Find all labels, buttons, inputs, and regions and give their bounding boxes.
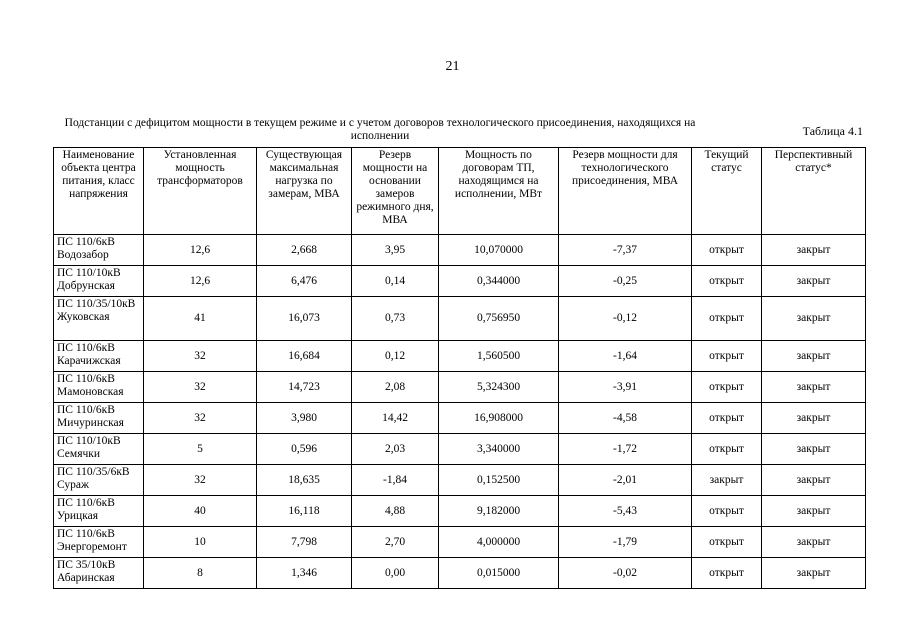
table-row [54, 235, 866, 266]
cell-future-status: закрыт [762, 527, 866, 558]
cell-name: ПС 110/35/6кВ Сураж [54, 465, 144, 496]
cell-installed: 32 [144, 372, 257, 403]
cell-load: 6,476 [257, 266, 352, 297]
cell-future-status: закрыт [762, 266, 866, 297]
cell-contracts: 5,324300 [439, 372, 559, 403]
cell-tp-reserve: -1,64 [559, 341, 692, 372]
cell-future-status: закрыт [762, 496, 866, 527]
cell-load: 16,073 [257, 297, 352, 341]
cell-name: ПС 110/6кВ Энергоремонт [54, 527, 144, 558]
cell-contracts: 4,000000 [439, 527, 559, 558]
cell-name: ПС 110/6кВ Мамоновская [54, 372, 144, 403]
table-row [54, 266, 866, 297]
page-number: 21 [445, 59, 460, 74]
cell-reserve: 4,88 [352, 496, 439, 527]
cell-name: ПС 110/6кВ Урицкая [54, 496, 144, 527]
cell-load: 1,346 [257, 558, 352, 589]
cell-future-status: закрыт [762, 403, 866, 434]
cell-future-status: закрыт [762, 297, 866, 341]
cell-name: ПС 110/10кВ Семячки [54, 434, 144, 465]
table-row [54, 465, 866, 496]
cell-tp-reserve: -5,43 [559, 496, 692, 527]
cell-name: ПС 110/10кВ Добрунская [54, 266, 144, 297]
cell-installed: 12,6 [144, 235, 257, 266]
table-header-row [54, 148, 866, 235]
cell-contracts: 0,152500 [439, 465, 559, 496]
cell-status: открыт [692, 434, 762, 465]
cell-installed: 32 [144, 341, 257, 372]
cell-future-status: закрыт [762, 372, 866, 403]
column-header-reserve: Резерв мощности на основании замеров режимного дня, МВА [352, 148, 439, 235]
column-header-status: Текущий статус [692, 148, 762, 235]
cell-contracts: 1,560500 [439, 341, 559, 372]
cell-tp-reserve: -1,79 [559, 527, 692, 558]
column-header-installed: Установленная мощность трансформаторов [144, 148, 257, 235]
cell-tp-reserve: -0,12 [559, 297, 692, 341]
cell-future-status: закрыт [762, 558, 866, 589]
cell-installed: 32 [144, 403, 257, 434]
cell-contracts: 9,182000 [439, 496, 559, 527]
cell-tp-reserve: -1,72 [559, 434, 692, 465]
cell-reserve: -1,84 [352, 465, 439, 496]
cell-contracts: 0,756950 [439, 297, 559, 341]
table-body [54, 235, 866, 589]
table-row [54, 558, 866, 589]
cell-load: 14,723 [257, 372, 352, 403]
cell-reserve: 3,95 [352, 235, 439, 266]
cell-status: открыт [692, 297, 762, 341]
cell-load: 18,635 [257, 465, 352, 496]
cell-load: 2,668 [257, 235, 352, 266]
table-row [54, 403, 866, 434]
cell-status: открыт [692, 558, 762, 589]
cell-reserve: 0,73 [352, 297, 439, 341]
cell-reserve: 0,14 [352, 266, 439, 297]
cell-status: закрыт [692, 465, 762, 496]
column-header-contracts: Мощность по договорам ТП, находящимся на исполнении, МВт [439, 148, 559, 235]
cell-installed: 8 [144, 558, 257, 589]
cell-installed: 10 [144, 527, 257, 558]
column-header-tp-reserve: Резерв мощности для технологического присоединения, МВА [559, 148, 692, 235]
cell-tp-reserve: -0,02 [559, 558, 692, 589]
table-row [54, 372, 866, 403]
cell-installed: 5 [144, 434, 257, 465]
substations-table [53, 147, 866, 589]
cell-tp-reserve: -4,58 [559, 403, 692, 434]
cell-tp-reserve: -3,91 [559, 372, 692, 403]
cell-name: ПС 110/35/10кВ Жуковская [54, 297, 144, 341]
cell-contracts: 0,344000 [439, 266, 559, 297]
cell-future-status: закрыт [762, 235, 866, 266]
cell-status: открыт [692, 527, 762, 558]
cell-name: ПС 110/6кВ Водозабор [54, 235, 144, 266]
cell-installed: 41 [144, 297, 257, 341]
cell-future-status: закрыт [762, 465, 866, 496]
cell-future-status: закрыт [762, 341, 866, 372]
cell-reserve: 2,70 [352, 527, 439, 558]
table-caption: Подстанции с дефицитом мощности в текущем режиме и с учетом договоров технологического присоединения, находящихся на исполнении [64, 117, 696, 142]
table-row [54, 341, 866, 372]
cell-contracts: 16,908000 [439, 403, 559, 434]
cell-contracts: 10,070000 [439, 235, 559, 266]
cell-load: 16,118 [257, 496, 352, 527]
cell-tp-reserve: -0,25 [559, 266, 692, 297]
cell-contracts: 3,340000 [439, 434, 559, 465]
cell-future-status: закрыт [762, 434, 866, 465]
cell-status: открыт [692, 403, 762, 434]
cell-reserve: 2,08 [352, 372, 439, 403]
cell-name: ПС 110/6кВ Карачижская [54, 341, 144, 372]
cell-reserve: 14,42 [352, 403, 439, 434]
cell-reserve: 0,12 [352, 341, 439, 372]
cell-status: открыт [692, 372, 762, 403]
table-row [54, 434, 866, 465]
cell-load: 0,596 [257, 434, 352, 465]
cell-installed: 32 [144, 465, 257, 496]
table-row [54, 297, 866, 341]
cell-contracts: 0,015000 [439, 558, 559, 589]
column-header-load: Существующая максимальная нагрузка по замерам, МВА [257, 148, 352, 235]
cell-load: 7,798 [257, 527, 352, 558]
cell-load: 3,980 [257, 403, 352, 434]
cell-status: открыт [692, 496, 762, 527]
cell-name: ПС 35/10кВ Абаринская [54, 558, 144, 589]
cell-status: открыт [692, 235, 762, 266]
column-header-future-status: Перспективный статус* [762, 148, 866, 235]
cell-installed: 40 [144, 496, 257, 527]
cell-installed: 12,6 [144, 266, 257, 297]
cell-load: 16,684 [257, 341, 352, 372]
table-row [54, 496, 866, 527]
table-row [54, 527, 866, 558]
cell-reserve: 2,03 [352, 434, 439, 465]
cell-tp-reserve: -2,01 [559, 465, 692, 496]
column-header-name: Наименование объекта центра питания, класс напряжения [54, 148, 144, 235]
table-label: Таблица 4.1 [802, 124, 863, 138]
cell-name: ПС 110/6кВ Мичуринская [54, 403, 144, 434]
cell-status: открыт [692, 266, 762, 297]
cell-status: открыт [692, 341, 762, 372]
cell-tp-reserve: -7,37 [559, 235, 692, 266]
cell-reserve: 0,00 [352, 558, 439, 589]
